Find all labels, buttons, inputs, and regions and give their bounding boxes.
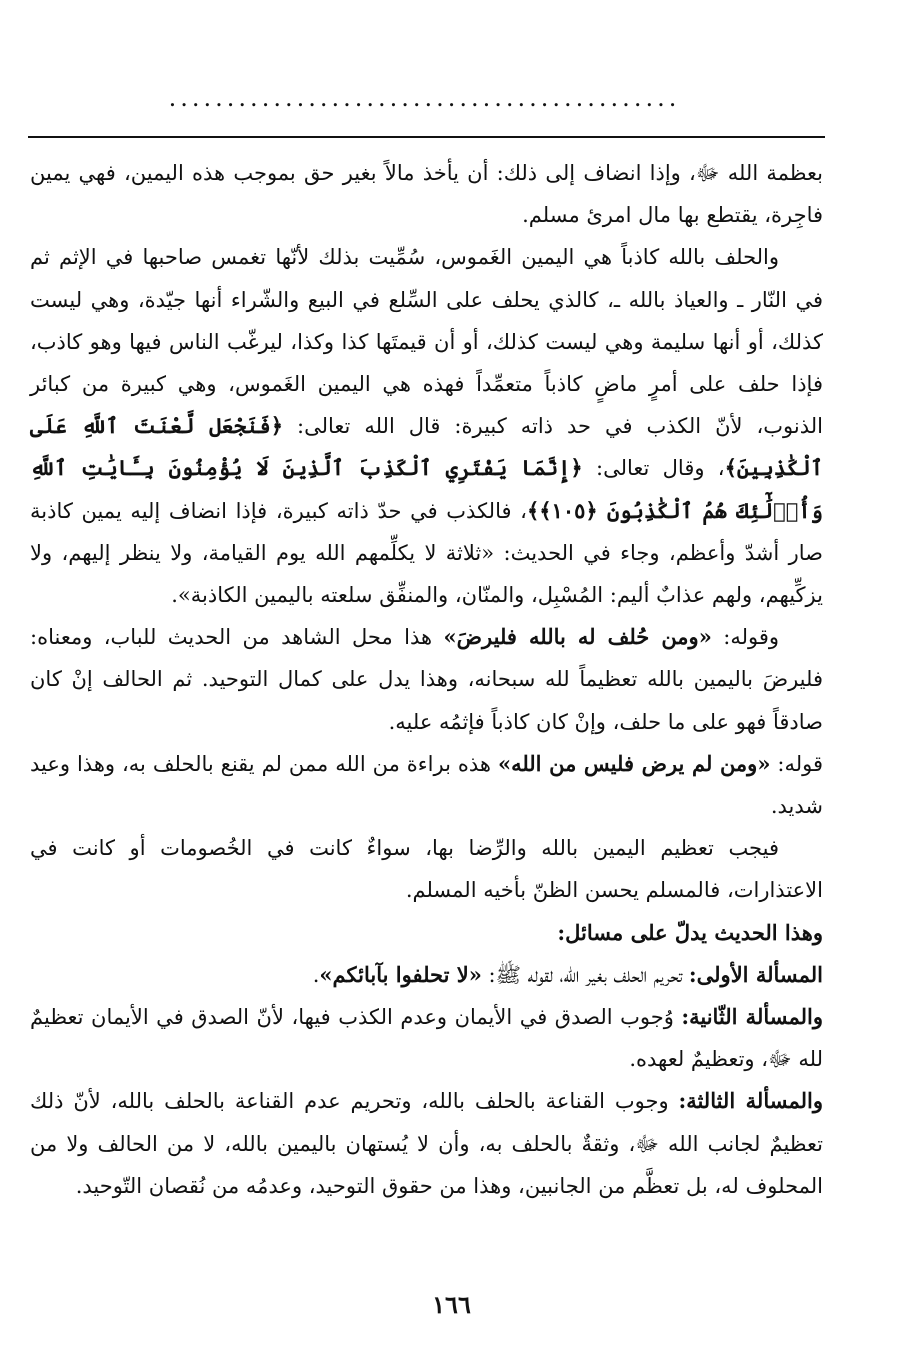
paragraph (30, 236, 823, 616)
bold-text-run: والمسألة الثالثة: (678, 1088, 823, 1114)
paragraph (30, 616, 823, 743)
text-run: وُجوب الصدق في الأيمان وعدم الكذب فيها، لأنّ الصدق في الأيمان تعظيمٌ لله ﷻ، وتعظيمٌ لعهده. (30, 1005, 823, 1072)
bold-text-run: ﴿فَنَجْعَل لَّعْنَتَ ٱللَّهِ عَلَى ٱلْكَٰذِبِينَ﴾ (30, 413, 823, 481)
paragraph (30, 1080, 823, 1207)
paragraph (30, 152, 823, 236)
text-run: ، وقال تعالى: (582, 456, 725, 481)
bold-text-run: ﴿إِنَّمَا يَفْتَرِي ٱلْكَذِبَ ٱلَّذِينَ لَا يُؤْمِنُونَ بِـَٔايَٰتِ ٱللَّهِ وَأُو۟لَٰٓئِكَ هُمُ ٱلْكَٰذِبُونَ ﴿١٠٥﴾﴾ (30, 455, 823, 523)
paragraph (30, 827, 823, 911)
text-run: ، فالكذب في حدّ ذاته كبيرة، فإذا انضاف إليه يمين كاذبة صار أشدّ وأعظم، وجاء في الحديث: «ثلاثة لا يكلِّمهم الله يوم القيامة، ولا ينظر إليهم، ولا يزكِّيهم، ولهم عذابٌ أليم: المُسْبِل، والمنّان، والمنفِّق سلعته باليمين الكاذبة». (30, 498, 823, 608)
text-run: وقوله: (711, 625, 780, 650)
text-run: قوله: (770, 751, 824, 776)
bold-text-run: «لا تحلفوا بآبائكم» (319, 961, 482, 987)
text-run: فيجب تعظيم اليمين بالله والرِّضا بها، سواءٌ كانت في الخُصومات أو كانت في الاعتذارات، فالمسلم يحسن الظنّ بأخيه المسلم. (30, 836, 823, 903)
text-run: وجوب القناعة بالحلف بالله، وتحريم عدم القناعة بالحلف بالله، لأنّ ذلك تعظيمٌ لجانب الله ﷻ، وثقةٌ بالحلف به، وأن لا يُستهان باليمين بالله، لا من الحالف ولا من المحلوف له، بل تعظَّم من الجانبين، وهذا من حقوق التوحيد، وعدمُه من نُقصان التّوحيد. (30, 1089, 823, 1198)
text-run: . (312, 962, 320, 987)
text-run: تحريم الحلف بغير الله، لقوله ﷺ: (481, 962, 689, 987)
body-text (30, 152, 823, 1207)
text-run: هذه براءة من الله ممن لم يقنع بالحلف به، وهذا وعيد شديد. (30, 751, 823, 819)
header-dotted-line: ............................................ (168, 84, 681, 112)
text-run: هذا محل الشاهد من الحديث للباب، ومعناه: فليرضَ باليمين بالله تعظيماً لله سبحانه، وهذا يدل على كمال التوحيد. ثم الحالف إنْ كان صادقاً فهو على ما حلف، وإنْ كان كاذباً فإثمُه عليه. (30, 625, 823, 734)
bold-text-run: والمسألة الثّانية: (681, 1004, 823, 1030)
paragraph (30, 912, 823, 954)
bold-text-run: المسألة الأولى: (688, 961, 823, 987)
text-run: والحلف بالله كاذباً هي اليمين الغَموس، سُمِّيت بذلك لأنّها تغمس صاحبها في الإثم ثم في النّار ـ والعياذ بالله ـ، كالذي يحلف على السِّلع في البيع والشّراء أنها جيّدة، وهي ليست كذلك، أو أنها سليمة وهي ليست كذلك، أو أن قيمتَها كذا وكذا، ليرغّب الناس فيها وهو كاذب، فإذا حلف على أمرٍ ماضٍ كاذباً متعمِّداً فهذه هي اليمين الغَموس، وهي كبيرة من كبائر الذنوب، لأنّ الكذب في حد ذاته كبيرة: قال الله تعالى: (30, 245, 823, 439)
bold-text-run: «ومن حُلف له بالله فليرضَ» (443, 624, 712, 650)
text-run: بعظمة الله ﷻ، وإذا انضاف إلى ذلك: أن يأخذ مالاً بغير حق بموجب هذه اليمين، فهي يمين فاجِرة، يقتطع بها مال امرئ مسلم. (30, 161, 823, 228)
paragraph (30, 954, 823, 996)
bold-text-run: وهذا الحديث يدلّ على مسائل: (557, 919, 823, 945)
paragraph (30, 996, 823, 1080)
bold-text-run: «ومن لم يرض فليس من الله» (497, 750, 771, 776)
header-rule (28, 136, 825, 138)
page-number: ١٦٦ (432, 1290, 471, 1319)
paragraph (30, 743, 823, 827)
